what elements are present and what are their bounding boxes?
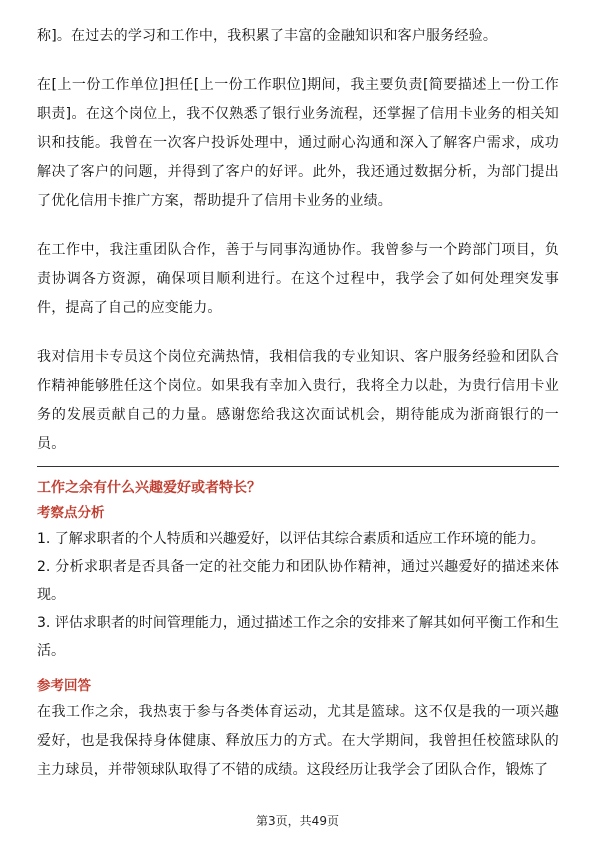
- paragraph-teamwork: 在工作中，我注重团队合作，善于与同事沟通协作。我曾参与一个跨部门项目，负责协调各方资源，确保项目顺利进行。在这个过程中，我学会了如何处理突发事件，提高了自己的应变能力。: [37, 242, 559, 316]
- analysis-point: 1. 了解求职者的个人特质和兴趣爱好，以评估其综合素质和适应工作环境的能力。: [37, 531, 545, 547]
- spacer: [37, 665, 559, 674]
- analysis-heading: 考察点分析: [37, 505, 105, 521]
- paragraph-intro-end: 称]。在过去的学习和工作中，我积累了丰富的金融知识和客户服务经验。: [37, 28, 498, 44]
- spacer: [37, 51, 559, 71]
- answer-heading: 参考回答: [37, 678, 91, 694]
- analysis-point: 2. 分析求职者是否具备一定的社交能力和团队协作精神，通过兴趣爱好的描述来体现。: [37, 559, 559, 603]
- paragraph-closing: 我对信用卡专员这个岗位充满热情，我相信我的专业知识、客户服务经验和团队合作精神能够胜任这个岗位。如果我有幸加入贵行，我将全力以赴，为贵行信用卡业务的发展贡献自己的力量。感谢您给我这次面试机会，期待能成为浙商银行的一员。: [37, 349, 559, 452]
- answer-paragraph: 在我工作之余，我热衷于参与各类体育运动，尤其是篮球。这不仅是我的一项兴趣爱好，也是我保持身体健康、释放压力的方式。在大学期间，我曾担任校篮球队的主力球员，并带领球队取得了不错的成绩。这段经历让我学会了团队合作，锻炼了: [37, 704, 559, 778]
- question-title: 工作之余有什么兴趣爱好或者特长？: [37, 480, 261, 496]
- paragraph-previous-job: 在[上一份工作单位]担任[上一份工作职位]期间，我主要负责[简要描述上一份工作职责]。在这个岗位上，我不仅熟悉了银行业务流程，还掌握了信用卡业务的相关知识和技能。我曾在一次客户投诉处理中，通过耐心沟通和深入了解客户需求，成功解决了客户的问题，并得到了客户的好评。此外，我还通过数据分析，为部门提出了优化信用卡推广方案，帮助提升了信用卡业务的业绩。: [37, 77, 559, 209]
- spacer: [37, 216, 559, 236]
- spacer: [37, 323, 559, 343]
- page-number: 第3页，共49页: [256, 814, 339, 828]
- analysis-point: 3. 评估求职者的时间管理能力，通过描述工作之余的安排来了解其如何平衡工作和生活。: [37, 615, 559, 659]
- section-divider: [37, 466, 559, 467]
- document-page: [37, 22, 559, 785]
